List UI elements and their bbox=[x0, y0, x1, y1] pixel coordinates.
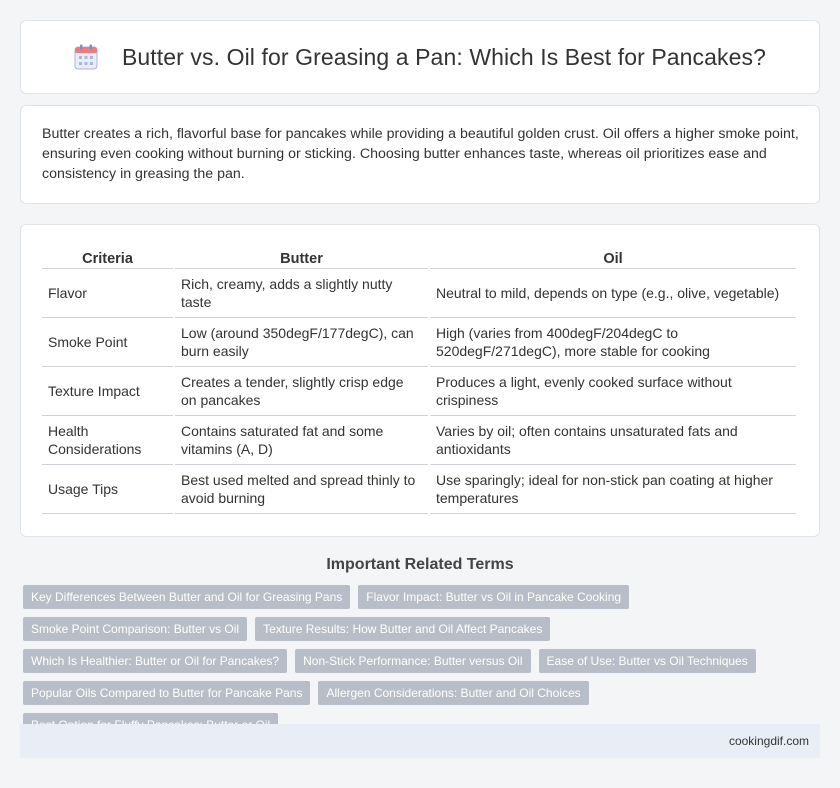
butter-cell: Contains saturated fat and some vitamins (A, D) bbox=[175, 416, 428, 465]
column-header-criteria: Criteria bbox=[42, 247, 173, 269]
butter-cell: Low (around 350degF/177degC), can burn easily bbox=[175, 318, 428, 367]
intro-card bbox=[20, 105, 820, 204]
related-tag[interactable]: Ease of Use: Butter vs Oil Techniques bbox=[539, 649, 756, 673]
table-header-row bbox=[42, 247, 796, 269]
page-title: Butter vs. Oil for Greasing a Pan: Which Is Best for Pancakes? bbox=[121, 43, 767, 70]
oil-cell: Varies by oil; often contains unsaturated fats and antioxidants bbox=[430, 416, 796, 465]
column-header-oil: Oil bbox=[430, 247, 796, 269]
related-terms-heading: Important Related Terms bbox=[326, 556, 514, 573]
comparison-table-card bbox=[20, 224, 820, 537]
footer bbox=[20, 724, 820, 758]
butter-cell: Rich, creamy, adds a slightly nutty taste bbox=[175, 269, 428, 318]
related-tag[interactable]: Flavor Impact: Butter vs Oil in Pancake Cooking bbox=[358, 585, 629, 609]
related-tag[interactable]: Key Differences Between Butter and Oil for Greasing Pans bbox=[23, 585, 350, 609]
footer-site-name[interactable]: cookingdif.com bbox=[728, 734, 809, 748]
oil-cell: High (varies from 400degF/204degC to 520degF/271degC), more stable for cooking bbox=[430, 318, 796, 367]
criteria-cell: Smoke Point bbox=[42, 318, 173, 367]
related-tag[interactable]: Smoke Point Comparison: Butter vs Oil bbox=[23, 617, 247, 641]
table-row bbox=[42, 416, 796, 465]
table-row bbox=[42, 367, 796, 416]
header-card bbox=[20, 20, 820, 94]
related-tag[interactable]: Texture Results: How Butter and Oil Affect Pancakes bbox=[255, 617, 550, 641]
related-tags bbox=[20, 585, 820, 745]
table-row bbox=[42, 465, 796, 514]
oil-cell: Produces a light, evenly cooked surface without crispiness bbox=[430, 367, 796, 416]
criteria-cell: Flavor bbox=[42, 269, 173, 318]
related-tag[interactable]: Allergen Considerations: Butter and Oil Choices bbox=[318, 681, 588, 705]
comparison-table bbox=[40, 247, 798, 514]
related-tag[interactable]: Which Is Healthier: Butter or Oil for Pancakes? bbox=[23, 649, 287, 673]
table-row bbox=[42, 269, 796, 318]
oil-cell: Neutral to mild, depends on type (e.g., olive, vegetable) bbox=[430, 269, 796, 318]
related-terms-section bbox=[20, 556, 820, 745]
intro-paragraph: Butter creates a rich, flavorful base for pancakes while providing a beautiful golden crust. Oil offers a higher smoke point, ensuring even cooking without burning or sticking. Choosing butter enhances taste, whereas oil prioritizes ease and consistency in greasing the pan. bbox=[42, 126, 799, 182]
criteria-cell: Health Considerations bbox=[42, 416, 173, 465]
butter-cell: Best used melted and spread thinly to avoid burning bbox=[175, 465, 428, 514]
criteria-cell: Usage Tips bbox=[42, 465, 173, 514]
criteria-cell: Texture Impact bbox=[42, 367, 173, 416]
butter-cell: Creates a tender, slightly crisp edge on pancakes bbox=[175, 367, 428, 416]
oil-cell: Use sparingly; ideal for non-stick pan coating at higher temperatures bbox=[430, 465, 796, 514]
table-row bbox=[42, 318, 796, 367]
column-header-butter: Butter bbox=[175, 247, 428, 269]
calendar-icon bbox=[74, 44, 98, 70]
related-tag[interactable]: Non-Stick Performance: Butter versus Oil bbox=[295, 649, 530, 673]
related-tag[interactable]: Popular Oils Compared to Butter for Pancake Pans bbox=[23, 681, 310, 705]
